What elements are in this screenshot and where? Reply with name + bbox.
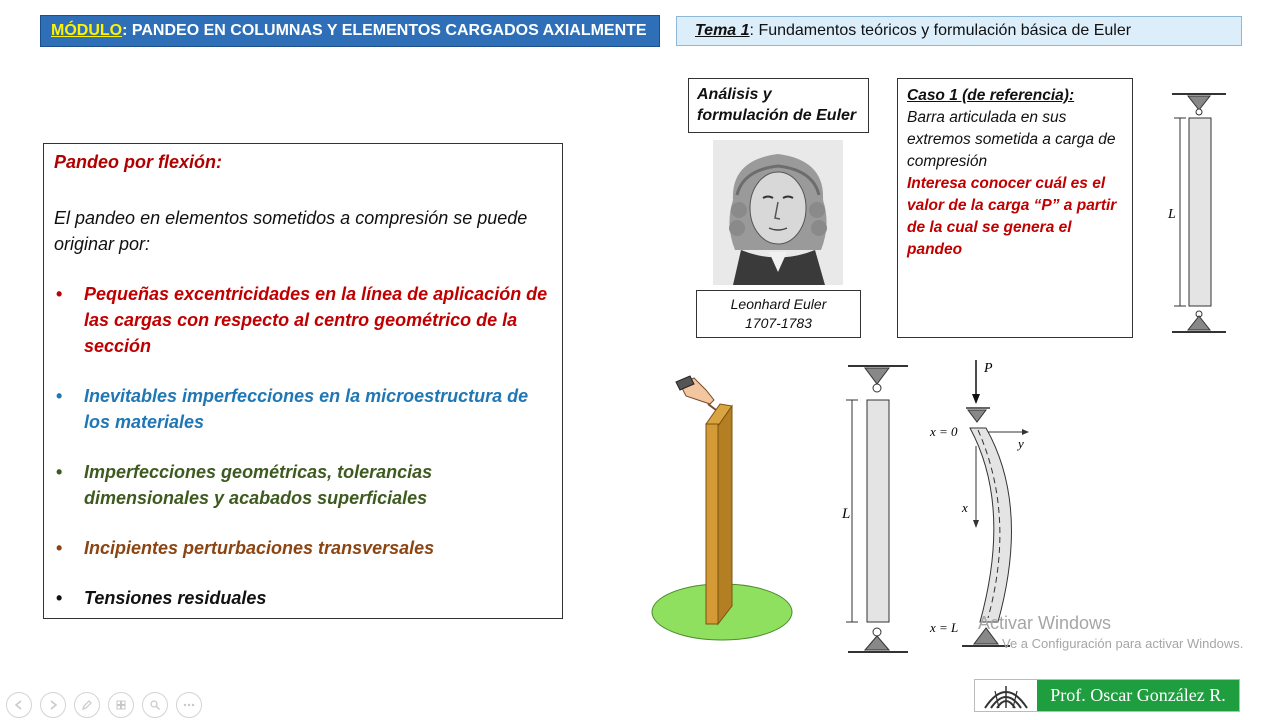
case-description: Barra articulada en sus extremos sometida a carga de compresión — [907, 109, 1116, 170]
length-label: L — [1168, 207, 1176, 222]
cause-item: • Incipientes perturbaciones transversales — [54, 535, 552, 561]
windows-activation-watermark — [978, 613, 1243, 651]
topic-banner — [676, 16, 1242, 46]
euler-years: 1707-1783 — [745, 315, 812, 331]
cause-item: • Pequeñas excentricidades en la línea de aplicación de las cargas con respecto al centro geométrico de la sección — [54, 281, 552, 359]
causes-list — [54, 281, 552, 611]
case-highlight: Interesa conocer cuál es el valor de la carga “P” a partir de la cual se genera el pandeo — [907, 175, 1117, 258]
pinned-column-figure-small — [1160, 88, 1232, 338]
previous-slide-button[interactable] — [6, 692, 32, 718]
watermark-title: Activar Windows — [978, 613, 1112, 633]
cause-item: • Inevitables imperfecciones en la microestructura de los materiales — [54, 383, 552, 435]
author-badge — [974, 679, 1240, 712]
slides-overview-button[interactable] — [108, 692, 134, 718]
magnifier-icon — [149, 699, 161, 711]
module-banner — [40, 15, 660, 47]
euler-title-box: Análisis y formulación de Euler — [688, 78, 869, 133]
arrow-left-icon — [13, 699, 25, 711]
bullet-icon: • — [56, 386, 63, 406]
x0-label: x = 0 — [930, 424, 958, 439]
grid-icon — [115, 699, 127, 711]
pen-icon — [81, 699, 93, 711]
topic-title: : Fundamentos teóricos y formulación básica de Euler — [749, 22, 1132, 39]
case-title: Caso 1 (de referencia): — [907, 87, 1075, 104]
euler-portrait-image — [713, 140, 843, 285]
cause-item: • Tensiones residuales — [54, 585, 552, 611]
load-label: P — [984, 361, 993, 376]
zoom-button[interactable] — [142, 692, 168, 718]
pen-tool-button[interactable] — [74, 692, 100, 718]
next-slide-button[interactable] — [40, 692, 66, 718]
y-axis-label: y — [1018, 436, 1024, 451]
watermark-subtitle: Ve a Configuración para activar Windows. — [1002, 636, 1244, 651]
case-box — [897, 78, 1133, 338]
university-logo-icon — [975, 680, 1037, 711]
cause-item: • Imperfecciones geométricas, tolerancias dimensionales y acabados superficiales — [54, 459, 552, 511]
buckling-title: Pandeo por flexión: — [54, 152, 223, 172]
xL-label: x = L — [930, 620, 959, 635]
slideshow-controls — [6, 692, 202, 718]
author-name: Prof. Oscar González R. — [1037, 680, 1239, 711]
pinned-column-figure — [838, 360, 914, 660]
x-axis-label: x — [962, 500, 968, 515]
length-label: L — [842, 506, 851, 522]
buckling-intro: El pandeo en elementos sometidos a compresión se puede originar por: — [54, 208, 528, 254]
bullet-icon: • — [56, 462, 63, 482]
euler-name: Leonhard Euler — [730, 296, 827, 312]
more-options-button[interactable] — [176, 692, 202, 718]
bullet-icon: • — [56, 588, 63, 608]
arrow-right-icon — [47, 699, 59, 711]
topic-label: Tema 1 — [695, 22, 750, 39]
euler-caption — [696, 290, 861, 338]
buckled-column-figure — [926, 356, 1046, 656]
buckling-causes-box — [43, 143, 563, 619]
bullet-icon: • — [56, 538, 63, 558]
ellipsis-icon — [182, 699, 196, 711]
module-label: MÓDULO — [51, 22, 123, 39]
bullet-icon: • — [56, 284, 63, 304]
module-title: : PANDEO EN COLUMNAS Y ELEMENTOS CARGADOS AXIALMENTE — [122, 22, 647, 39]
post-push-figure — [650, 374, 798, 646]
